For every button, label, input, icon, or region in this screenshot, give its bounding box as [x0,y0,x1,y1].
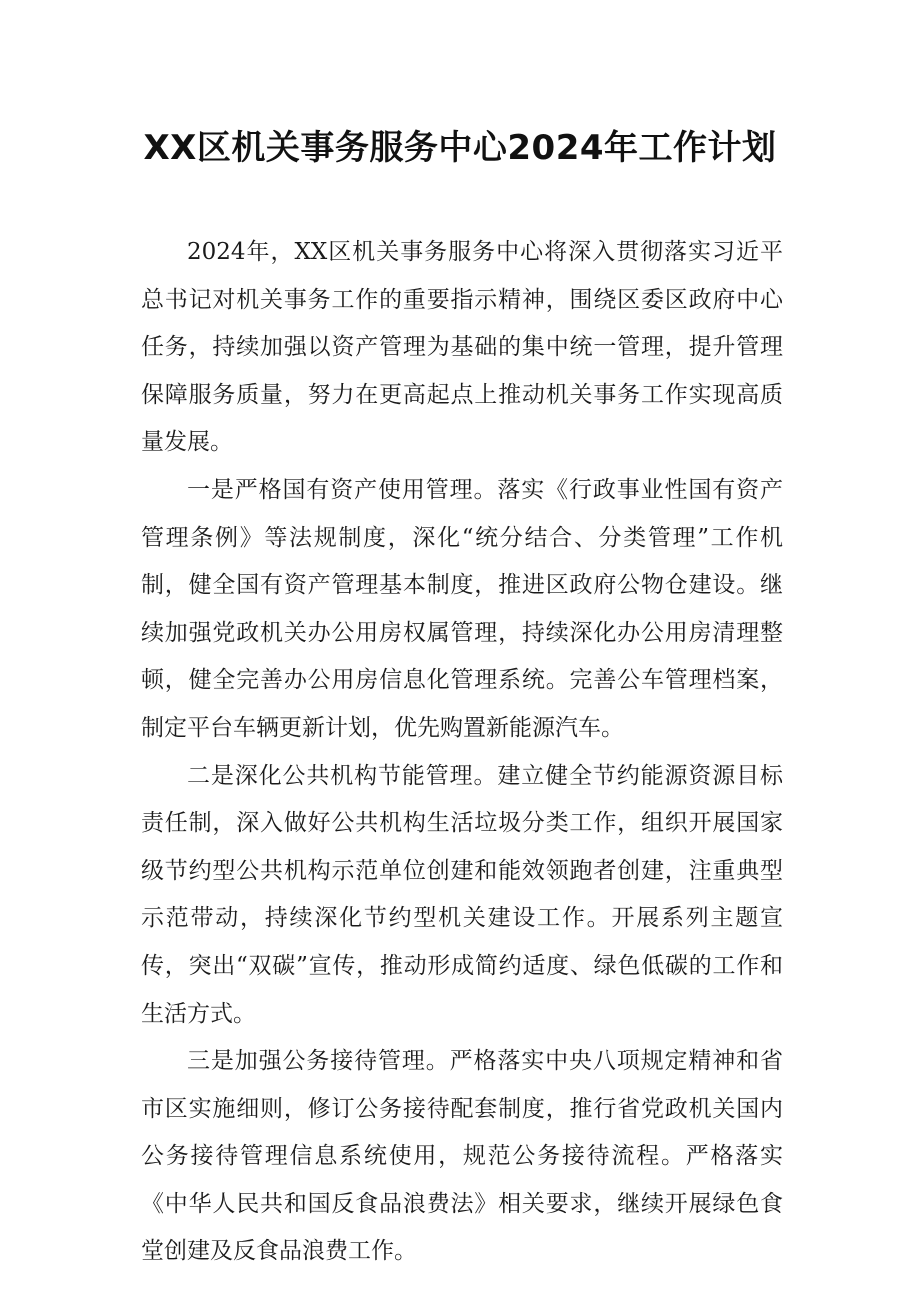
paragraph-official-reception: 三是加强公务接待管理。严格落实中央八项规定精神和省市区实施细则，修订公务接待配套制度，推行省党政机关国内公务接待管理信息系统使用，规范公务接待流程。严格落实《中华人民共和国反食品浪费法》相关要求，继续开展绿色食堂创建及反食品浪费工作。 [141,1048,783,1265]
paragraph-energy-saving: 二是深化公共机构节能管理。建立健全节约能源资源目标责任制，深入做好公共机构生活垃圾分类工作，组织开展国家级节约型公共机构示范单位创建和能效领跑者创建，注重典型示范带动，持续深化节约型机关建设工作。开展系列主题宣传，突出“双碳”宣传，推动形成简约适度、绿色低碳的工作和生活方式。 [141,762,783,1027]
paragraph-asset-management: 一是严格国有资产使用管理。落实《行政事业性国有资产管理条例》等法规制度，深化“统分结合、分类管理”工作机制，健全国有资产管理基本制度，推进区政府公物仓建设。继续加强党政机关办公用房权属管理，持续深化办公用房清理整顿，健全完善办公用房信息化管理系统。完善公车管理档案，制定平台车辆更新计划，优先购置新能源汽车。 [141,476,783,741]
document-body [141,229,783,1276]
paragraph-intro: 2024年，XX区机关事务服务中心将深入贯彻落实习近平总书记对机关事务工作的重要指示精神，围绕区委区政府中心任务，持续加强以资产管理为基础的集中统一管理，提升管理保障服务质量，努力在更高起点上推动机关事务工作实现高质量发展。 [141,239,783,456]
document-title: XX区机关事务服务中心2024年工作计划 [143,128,777,168]
